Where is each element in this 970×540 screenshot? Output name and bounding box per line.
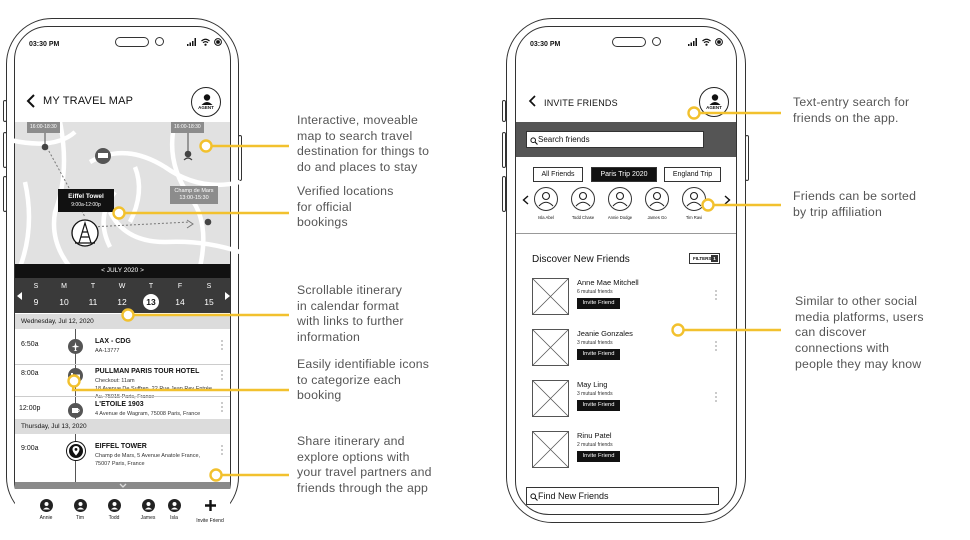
calendar-month-nav[interactable]: < JULY 2020 > [15,264,230,278]
more-options-icon[interactable] [221,402,224,414]
image-placeholder-icon [532,380,569,417]
annotation-line: Interactive, moveable [297,113,419,127]
friend-avatar[interactable] [33,499,59,521]
app-header [15,85,230,121]
phone-frame-right [506,18,746,523]
itinerary-item[interactable] [15,329,230,364]
annotation-line: Share itinerary and [297,434,405,448]
plus-icon [204,499,217,512]
friend-name: James [140,515,156,521]
status-icons [688,38,723,46]
friend-chip[interactable] [604,187,636,220]
more-options-icon[interactable] [715,392,718,404]
friend-avatar[interactable] [67,499,93,521]
invite-label: Invite Friend [196,518,224,524]
phone-screen-left [14,26,231,524]
itinerary-address: 18 Avenue De Suffren, 22 Rue Jean Rey Entrée [95,386,212,392]
next-week-icon[interactable] [224,292,230,300]
avatar-icon [108,499,121,512]
divider [516,233,736,234]
annotation-line: Easily identifiable icons [297,357,430,371]
annotation-line: your travel partners and [297,465,432,480]
invite-friend-button[interactable]: Invite Friend [577,451,620,462]
day-name: T [90,283,96,290]
annotation-line: with links to further [297,314,404,329]
status-bar [15,27,230,71]
annotation-line: Similar to other social [795,294,918,308]
person-icon [192,88,222,118]
interactive-map[interactable] [15,122,230,264]
annotation-line: bookings [297,215,348,230]
annotation-line: friends through the app [297,481,429,496]
annotation-line: Friends can be sorted [793,189,917,203]
map-pin-time-label[interactable]: 16:00-18:30 [27,122,60,133]
itinerary-item[interactable] [15,397,230,419]
friend-name: May Ling [577,380,608,389]
phone-frame-left [6,18,239,523]
day-name: S [206,283,212,290]
annotation-line: Verified locations [297,184,394,198]
itinerary-address: 4 Avenue de Wagram, 75008 Paris, France [95,410,201,417]
page-title: MY TRAVEL MAP [43,95,134,107]
friend-name: Annie Dodge [607,215,633,220]
annotation-similar [795,294,924,373]
mutual-friends: 3 mutual friends [577,340,613,346]
avatar-icon [571,187,595,211]
itinerary-title[interactable]: L'ETOILE 1903 [95,401,144,408]
itinerary-time: 6:50a [21,341,39,348]
phone-screen-right [515,26,737,515]
chevron-left-icon[interactable] [522,195,529,205]
invite-friend-button[interactable]: Invite Friend [577,298,620,309]
image-placeholder-icon [532,431,569,468]
popup-title: Eiffel Towel [68,193,104,200]
avatar-icon [142,499,155,512]
agent-label: AGENT [198,105,214,110]
cup-icon [68,403,83,418]
friend-name: Tim Ravi [685,215,703,220]
search-friends-input[interactable] [526,131,704,148]
itinerary-time: 8:00a [21,370,39,377]
mutual-friends: 2 mutual friends [577,442,613,448]
more-options-icon[interactable] [715,290,718,302]
annotation-share [297,434,432,497]
image-placeholder-icon [532,329,569,366]
day-date: 11 [88,297,98,307]
avatar-icon [40,499,53,512]
annotation-line: information [297,330,361,345]
annotation-line: booking [297,388,342,403]
friend-name: Tim [75,515,85,521]
status-bar [516,27,736,71]
annotation-line: can discover [795,325,867,340]
image-placeholder-icon [532,278,569,315]
new-friend-row [532,329,720,369]
day-name: M [61,283,67,290]
new-friend-row [532,278,720,318]
signal-icon [688,38,698,46]
chip-paris-trip[interactable]: Paris Trip 2020 [591,167,657,182]
location-pin-icon [67,442,85,460]
itinerary-address: 75007 Paris, France [95,460,145,467]
camera-dot [155,37,164,46]
invite-friend-button[interactable]: Invite Friend [577,349,620,360]
wifi-icon [702,38,711,46]
annotation-line: for official [297,199,352,214]
day-date: 15 [204,297,214,307]
search-icon [530,137,538,145]
person-icon [700,88,730,118]
prev-week-icon[interactable] [17,292,23,300]
day-date: 9 [33,297,39,307]
agent-button[interactable] [699,87,729,117]
annotation-map [297,113,429,176]
more-options-icon[interactable] [221,370,224,382]
page-title: INVITE FRIENDS [544,98,618,108]
speaker-notch [115,37,149,47]
mutual-friends: 6 mutual friends [577,289,613,295]
annotation-line: to categorize each [297,372,402,387]
battery-icon [715,38,723,46]
friend-chip[interactable] [641,187,673,220]
eiffel-tower-popup[interactable] [58,189,114,212]
find-new-friends-input[interactable] [526,487,719,505]
bed-icon [68,368,83,383]
avatar-icon [608,187,632,211]
day-name: W [118,283,126,290]
itinerary-detail: Checkout: 11am [95,378,135,384]
app-header [516,85,736,121]
day-name: F [177,283,183,290]
annotation-line: connections with [795,341,890,356]
calendar-week-strip[interactable] [15,278,230,313]
friend-name: Todd [108,515,120,521]
search-placeholder: Search friends [538,135,590,144]
friends-share-bar [15,489,230,537]
day-separator: Thursday, Jul 13, 2020 [15,419,230,434]
day-name: T [148,283,154,290]
champ-title: Champ de Mars [174,188,214,194]
avatar-icon [168,499,181,512]
annotation-scrollable [297,283,404,346]
annotation-line: people they may know [795,356,922,371]
popup-time: 9:00a-12:00p [71,202,101,208]
new-friend-row [532,380,720,420]
agent-label: AGENT [706,105,722,110]
friend-name: Todd Chase [571,215,595,220]
annotation-line: do and places to stay [297,160,418,175]
friend-name: James Go [647,215,667,220]
itinerary-item[interactable] [15,434,230,484]
chevron-right-icon[interactable] [724,195,731,205]
friend-avatar[interactable] [101,499,127,521]
annotation-line: Scrollable itinerary [297,283,403,297]
friend-chip[interactable] [678,187,710,220]
avatar-icon [645,187,669,211]
itinerary-title[interactable]: PULLMAN PARIS TOUR HOTEL [95,368,200,375]
status-time: 03:30 PM [29,41,60,48]
new-friend-row [532,431,720,471]
find-new-friends-label: Find New Friends [538,491,609,501]
battery-icon [214,38,222,46]
annotation-line: media platforms, users [795,309,924,324]
annotation-line: friends on the app. [793,110,899,125]
annotation-line: destination for things to [297,144,430,159]
more-options-icon[interactable] [715,341,718,353]
status-time: 03:30 PM [530,41,561,48]
itinerary-title[interactable]: LAX - CDG [95,338,131,345]
champ-de-mars-label[interactable] [170,186,218,204]
more-options-icon[interactable] [221,340,224,352]
status-icons [187,38,222,46]
day-date: 13 [143,294,159,310]
plane-icon [68,339,83,354]
friend-chip[interactable] [530,187,562,220]
annotation-verified [297,184,394,231]
invite-friend-button[interactable] [195,499,225,524]
avatar-icon [682,187,706,211]
filters-button[interactable] [689,253,720,264]
back-chevron-icon[interactable] [526,94,538,108]
annotation-line: in calendar format [297,298,400,313]
search-icon [530,493,538,501]
annotation-line: by trip affiliation [793,204,883,219]
itinerary-time: 9:00a [21,445,39,452]
friend-name: Jeanie Gonzales [577,329,633,338]
itinerary-title[interactable]: EIFFEL TOWER [95,443,147,450]
friend-chip[interactable] [567,187,599,220]
discover-title: Discover New Friends [532,254,630,265]
friend-name: Annie [39,515,53,521]
friend-name: Anne Mae Mitchell [577,278,639,287]
avatar-icon [74,499,87,512]
day-date: 10 [59,297,69,307]
friend-name: Rinu Patel [577,431,612,440]
camera-dot [652,37,661,46]
day-name: S [33,283,39,290]
speaker-notch [612,37,646,47]
avatar-icon [534,187,558,211]
annotation-line: map to search travel [297,128,413,143]
annotation-icons [297,357,429,404]
chip-all-friends[interactable]: All Friends [533,167,583,182]
filters-label: FILTERS [693,256,712,261]
annotation-line: explore options with [297,449,410,464]
annotation-search [793,95,909,126]
mutual-friends: 3 mutual friends [577,391,613,397]
invite-friend-button[interactable]: Invite Friend [577,400,620,411]
itinerary-time: 12:00p [19,405,41,412]
friend-name: Isla Abel [538,215,554,220]
annotation-sorted [793,189,916,220]
day-date: 14 [175,297,185,307]
annotation-line: Text-entry search for [793,95,910,109]
more-options-icon[interactable] [221,445,224,457]
chip-england-trip[interactable]: England Trip [664,167,721,182]
signal-icon [187,38,197,46]
wifi-icon [201,38,210,46]
agent-button[interactable] [191,87,221,117]
friend-avatar[interactable] [135,499,161,521]
itinerary-address: Champ de Mars, 5 Avenue Anatole France, [95,453,201,459]
friend-avatar[interactable] [161,499,187,521]
itinerary-detail: AA-13777 [95,348,120,354]
back-chevron-icon[interactable] [25,94,37,108]
search-section [516,122,736,157]
champ-time: 13:00-15:30 [179,195,209,202]
day-separator: Wednesday, Jul 12, 2020 [15,314,230,329]
friend-name: Isla [170,515,178,521]
day-date: 12 [117,297,127,307]
map-pin-time-label[interactable]: 16:00-18:30 [171,122,204,133]
filters-count: 1 [711,255,718,262]
